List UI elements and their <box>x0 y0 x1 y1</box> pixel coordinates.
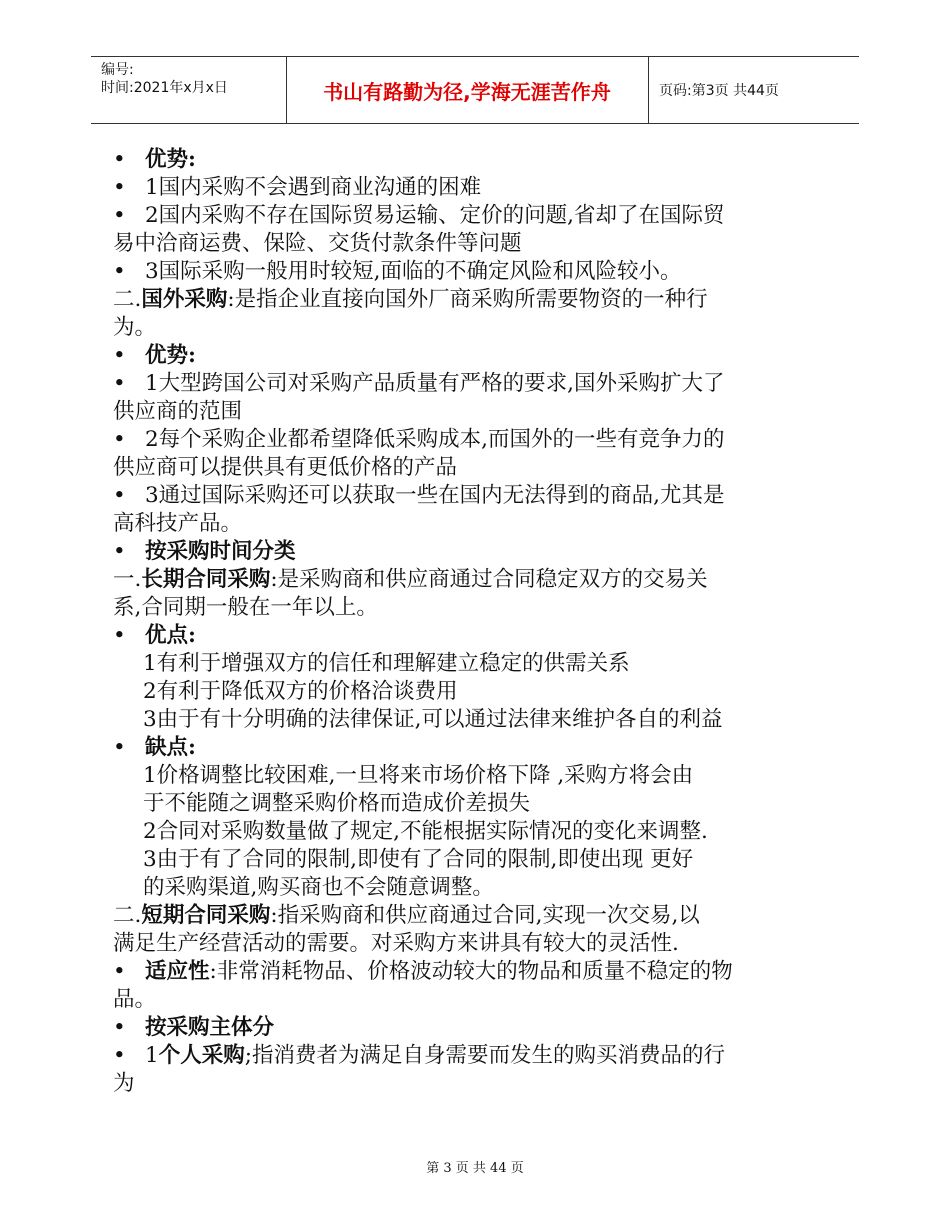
bullet-icon: • <box>113 623 126 648</box>
text-line: • 优势: <box>113 343 196 368</box>
text-line: 2合同对采购数量做了规定,不能根据实际情况的变化来调整. <box>143 819 708 844</box>
text-line: 品。 <box>113 987 157 1012</box>
bullet-icon: • <box>113 343 126 368</box>
text-line: 易中洽商运费、保险、交货付款条件等问题 <box>113 231 522 256</box>
header-meta-cell <box>91 57 286 123</box>
text-line: 3由于有了合同的限制,即使有了合同的限制,即使出现 更好 <box>143 847 694 872</box>
bullet-icon: • <box>113 1015 126 1040</box>
bullet-icon: • <box>113 735 126 760</box>
text-line: 高科技产品。 <box>113 511 243 536</box>
bullet-icon: • <box>113 959 126 984</box>
header-divider <box>648 57 649 123</box>
text-line: • 2国内采购不存在国际贸易运输、定价的问题,省却了在国际贸 <box>113 203 725 228</box>
text-line: 供应商的范围 <box>113 399 243 424</box>
bullet-icon: • <box>113 147 126 172</box>
text-line: • 1大型跨国公司对采购产品质量有严格的要求,国外采购扩大了 <box>113 371 725 396</box>
text-line: • 适应性:非常消耗物品、价格波动较大的物品和质量不稳定的物 <box>113 959 733 984</box>
text-line: 为 <box>113 1071 135 1096</box>
text-line: • 按采购时间分类 <box>113 539 296 564</box>
bullet-icon: • <box>113 1043 126 1068</box>
code-label: 编号: <box>101 62 134 78</box>
text-line: 一.长期合同采购:是采购商和供应商通过合同稳定双方的交易关 <box>113 567 708 592</box>
bullet-icon: • <box>113 483 126 508</box>
time-label: 时间:2021年x月x日 <box>101 80 228 96</box>
text-line: 为。 <box>113 315 157 340</box>
bullet-icon: • <box>113 427 126 452</box>
bullet-icon: • <box>113 371 126 396</box>
text-line: • 优点: <box>113 623 196 648</box>
text-line: • 3通过国际采购还可以获取一些在国内无法得到的商品,尤其是 <box>113 483 725 508</box>
text-line: 二.短期合同采购:指采购商和供应商通过合同,实现一次交易,以 <box>113 903 700 928</box>
text-line: • 3国际采购一般用时较短,面临的不确定风险和风险较小。 <box>113 259 682 284</box>
text-line: 满足生产经营活动的需要。对采购方来讲具有较大的灵活性. <box>113 931 679 956</box>
bullet-icon: • <box>113 175 126 200</box>
text-line: 1价格调整比较困难,一旦将来市场价格下降 ,采购方将会由 <box>143 763 694 788</box>
text-line: • 缺点: <box>113 735 196 760</box>
text-line: • 2每个采购企业都希望降低采购成本,而国外的一些有竞争力的 <box>113 427 725 452</box>
text-line: 的采购渠道,购买商也不会随意调整。 <box>143 875 494 900</box>
text-line: 供应商可以提供具有更低价格的产品 <box>113 455 458 480</box>
text-line: • 优势: <box>113 147 196 172</box>
text-line: • 按采购主体分 <box>113 1015 275 1040</box>
header-page-info: 页码:第3页 共44页 <box>659 83 779 99</box>
text-line: 2有利于降低双方的价格洽谈费用 <box>143 679 458 704</box>
bullet-icon: • <box>113 259 126 284</box>
text-line: 3由于有十分明确的法律保证,可以通过法律来维护各自的利益 <box>143 707 723 732</box>
body-text <box>113 146 843 1098</box>
text-line: • 1国内采购不会遇到商业沟通的困难 <box>113 175 482 200</box>
header-slogan: 书山有路勤为径,学海无涯苦作舟 <box>323 79 611 104</box>
page-footer: 第 3 页 共 44 页 <box>426 1161 524 1176</box>
text-line: 系,合同期一般在一年以上。 <box>113 595 378 620</box>
bullet-icon: • <box>113 203 126 228</box>
page-header-table <box>91 56 859 124</box>
text-line: 二.国外采购:是指企业直接向国外厂商采购所需要物资的一种行 <box>113 287 708 312</box>
text-line: 1有利于增强双方的信任和理解建立稳定的供需关系 <box>143 651 630 676</box>
text-line: 于不能随之调整采购价格而造成价差损失 <box>143 791 531 816</box>
text-line: • 1个人采购;指消费者为满足自身需要而发生的购买消费品的行 <box>113 1043 725 1068</box>
bullet-icon: • <box>113 539 126 564</box>
